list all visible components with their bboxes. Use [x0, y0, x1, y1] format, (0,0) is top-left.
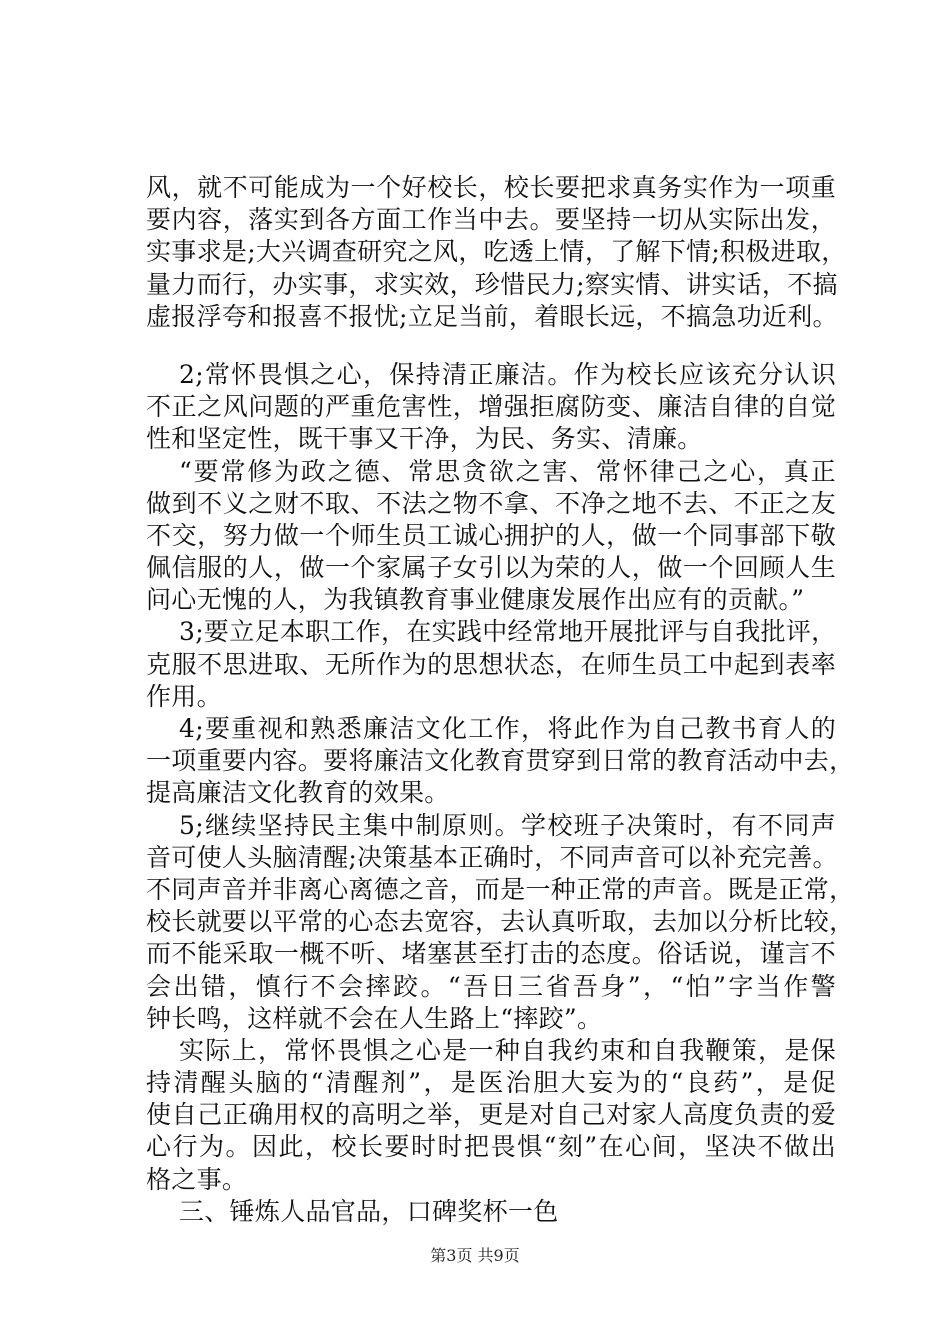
text-line: 2;常怀畏惧之心，保持清正廉洁。作为校长应该充分认识 — [179, 359, 836, 389]
paragraph-5 — [146, 713, 855, 810]
text-line: 要内容，落实到各方面工作当中去。要坚持一切从实际出发， — [146, 205, 836, 235]
text-line: 佩信服的人，做一个家属子女引以为荣的人，做一个回顾人生 — [146, 553, 836, 583]
paragraph-1 — [146, 172, 847, 333]
paragraph-gap — [146, 333, 836, 359]
text-line: “要常修为政之德、常思贪欲之害、常怀律己之心，真正 — [179, 456, 836, 486]
text-line: 格之事。 — [146, 1164, 248, 1194]
text-line: 4;要重视和熟悉廉洁文化工作，将此作为自己教书育人的 — [179, 714, 836, 743]
text-line: 会出错，慎行不会摔跤。“吾日三省吾身”，“怕”字当作警 — [146, 971, 836, 1001]
text-line: 钟长鸣，这样就不会在人生路上“摔跤”。 — [146, 1003, 603, 1033]
text-line: 使自己正确用权的高明之举，更是对自己对家人高度负责的爱 — [146, 1100, 836, 1130]
text-line: 持清醒头脑的“清醒剂”，是医治胆大妄为的“良药”，是促 — [146, 1068, 836, 1098]
section-heading — [146, 1196, 836, 1228]
section-heading-text: 三、锤炼人品官品，口碑奖杯一色 — [179, 1196, 559, 1226]
paragraph-4 — [146, 616, 836, 713]
text-line: 做到不义之财不取、不法之物不拿、不净之地不去、不正之友 — [146, 488, 836, 518]
text-line: 5;继续坚持民主集中制原则。学校班子决策时，有不同声 — [179, 810, 836, 840]
text-line: 克服不思进取、无所作为的思想状态，在师生员工中起到表率 — [146, 649, 836, 679]
text-line: 虚报浮夸和报喜不报忧;立足当前，着眼长远，不搞急功近利。 — [146, 301, 838, 331]
text-line: 一项重要内容。要将廉洁文化教育贯穿到日常的教育活动中去， — [146, 746, 855, 776]
text-line: 不交，努力做一个师生员工诚心拥护的人，做一个同事部下敬 — [146, 520, 836, 550]
page-footer — [0, 1246, 950, 1266]
text-line: 风，就不可能成为一个好校长，校长要把求真务实作为一项重 — [146, 173, 836, 202]
text-line: 实际上，常怀畏惧之心是一种自我约束和自我鞭策，是保 — [179, 1035, 836, 1065]
text-line: 性和坚定性，既干事又干净，为民、务实、清廉。 — [146, 424, 703, 454]
paragraph-6 — [146, 810, 855, 1035]
text-line: 而不能采取一概不听、堵塞甚至打击的态度。俗话说，谨言不 — [146, 939, 836, 969]
text-line: 问心无愧的人，为我镇教育事业健康发展作出应有的贡献。” — [146, 585, 805, 615]
text-line: 校长就要以平常的心态去宽容，去认真听取，去加以分析比较， — [146, 907, 855, 937]
paragraph-7 — [146, 1035, 836, 1196]
paragraph-2 — [146, 359, 836, 456]
text-line: 不同声音并非离心离德之音，而是一种正常的声音。既是正常， — [146, 874, 855, 904]
text-line: 量力而行，办实事，求实效，珍惜民力;察实情、讲实话，不搞 — [146, 269, 838, 299]
paragraph-3 — [146, 456, 836, 617]
document-body — [146, 172, 855, 1228]
text-line: 作用。 — [146, 681, 222, 711]
text-line: 实事求是;大兴调查研究之风，吃透上情，了解下情;积极进取， — [146, 237, 847, 267]
text-line: 音可使人头脑清醒;决策基本正确时，不同声音可以补充完善。 — [146, 842, 838, 872]
text-line: 不正之风问题的严重危害性，增强拒腐防变、廉洁自律的自觉 — [146, 392, 836, 422]
page-number: 第3页 共9页 — [430, 1246, 520, 1265]
text-line: 提高廉洁文化教育的效果。 — [146, 778, 450, 808]
text-line: 3;要立足本职工作，在实践中经常地开展批评与自我批评， — [179, 617, 837, 647]
text-line: 心行为。因此，校长要时时把畏惧“刻”在心间，坚决不做出 — [146, 1132, 836, 1162]
